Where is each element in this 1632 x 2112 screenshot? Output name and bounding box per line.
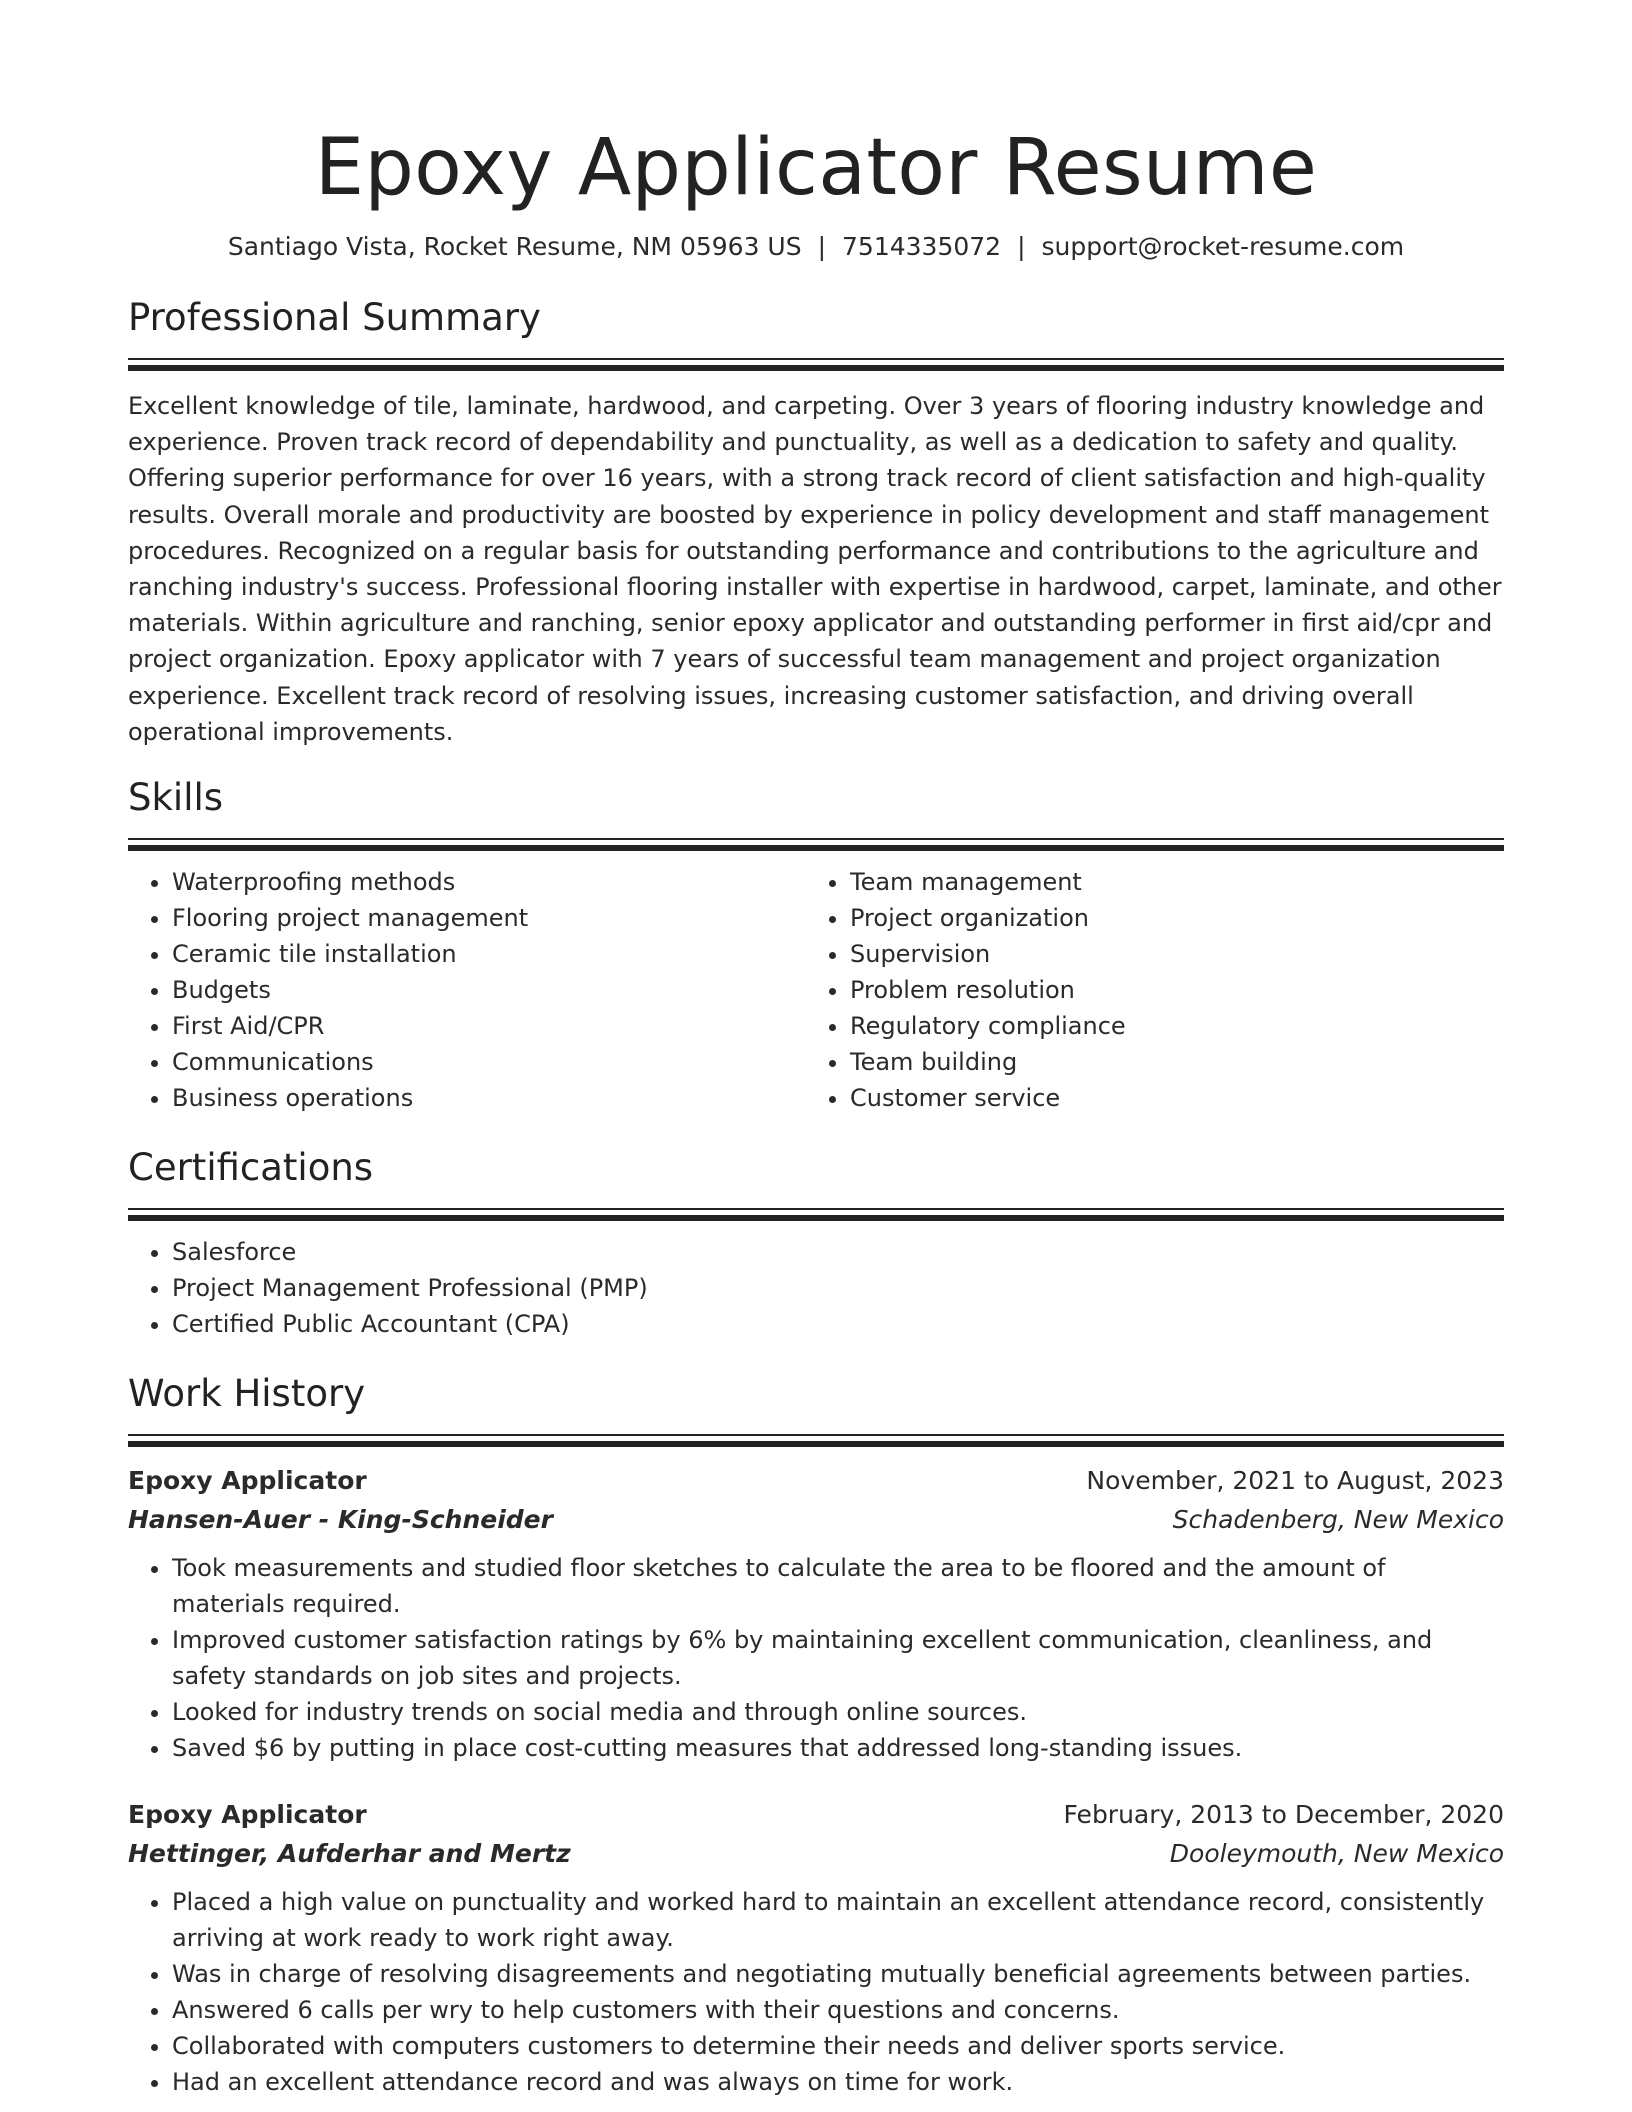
job-title: Epoxy Applicator xyxy=(128,1800,367,1830)
job-bullet: • Was in charge of resolving disagreements and negotiating mutually beneficial agreements between parties. xyxy=(172,1956,1504,1992)
section-divider xyxy=(128,1208,1504,1220)
skill-item: • Problem resolution xyxy=(850,972,1484,1008)
skill-item: • Communications xyxy=(172,1044,806,1080)
resume-page xyxy=(128,0,1504,2100)
contact-phone: 7514335072 xyxy=(842,232,1002,261)
job-location: Dooleymouth, New Mexico xyxy=(1169,1839,1504,1869)
skill-item: • First Aid/CPR xyxy=(172,1008,806,1044)
resume-title: Epoxy Applicator Resume xyxy=(314,123,1318,213)
job-entry xyxy=(128,1462,1504,1766)
certifications-heading: Certifications xyxy=(128,1146,374,1190)
skills-column-left xyxy=(128,864,806,1116)
skill-item: • Flooring project management xyxy=(172,900,806,936)
skills-column-right xyxy=(806,864,1484,1116)
skill-item: • Regulatory compliance xyxy=(850,1008,1484,1044)
job-dates: February, 2013 to December, 2020 xyxy=(1063,1800,1504,1830)
job-bullet: • Improved customer satisfaction ratings by 6% by maintaining excellent communication, cleanliness, and safety standards on job sites and projects. xyxy=(172,1622,1504,1694)
section-divider xyxy=(128,838,1504,850)
job-title: Epoxy Applicator xyxy=(128,1466,367,1496)
contact-separator: | xyxy=(817,232,827,261)
job-bullet: • Answered 6 calls per wry to help customers with their questions and concerns. xyxy=(172,1992,1504,2028)
job-bullet: • Saved $6 by putting in place cost-cutting measures that addressed long-standing issues. xyxy=(172,1730,1504,1766)
skills-section xyxy=(128,774,1504,1116)
summary-heading: Professional Summary xyxy=(128,296,541,339)
section-divider xyxy=(128,358,1504,370)
contact-address: Santiago Vista, Rocket Resume, NM 05963 US xyxy=(227,232,802,261)
job-bullet: • Collaborated with computers customers to determine their needs and deliver sports service. xyxy=(172,2028,1504,2064)
skill-item: • Business operations xyxy=(172,1080,806,1116)
certification-item: • Certified Public Accountant (CPA) xyxy=(172,1306,1504,1342)
summary-text: Excellent knowledge of tile, laminate, hardwood, and carpeting. Over 3 years of flooring industry knowledge and experience. Proven track record of dependability and punctuality, as well as a dedication to safety and quality. Offering superior performance for over 16 years, with a strong track record of client satisfaction and high-quality results. Overall morale and productivity are boosted by experience in policy development and staff management procedures. Recognized on a regular basis for outstanding performance and contributions to the agriculture and ranching industry's success. Professional flooring installer with expertise in hardwood, carpet, laminate, and other materials. Within agriculture and ranching, senior epoxy applicator and outstanding performer in first aid/cpr and project organization. Epoxy applicator with 7 years of successful team management and project organization experience. Excellent track record of resolving issues, increasing customer satisfaction, and driving overall operational improvements. xyxy=(128,392,1502,746)
certification-item: • Project Management Professional (PMP) xyxy=(172,1270,1504,1306)
skill-item: • Team management xyxy=(850,864,1484,900)
job-location: Schadenberg, New Mexico xyxy=(1172,1505,1504,1535)
contact-email: support@rocket-resume.com xyxy=(1041,232,1405,261)
skills-heading: Skills xyxy=(128,776,224,820)
job-bullet: • Took measurements and studied floor sketches to calculate the area to be floored and the amount of materials required. xyxy=(172,1550,1504,1622)
skill-item: • Ceramic tile installation xyxy=(172,936,806,972)
job-bullets xyxy=(128,1550,1504,1766)
job-company: Hettinger, Aufderhar and Mertz xyxy=(128,1839,571,1869)
job-bullet: • Had an excellent attendance record and was always on time for work. xyxy=(172,2064,1504,2100)
certification-item: • Salesforce xyxy=(172,1234,1504,1270)
work-history-section xyxy=(128,1370,1504,2100)
work-history-heading: Work History xyxy=(128,1372,366,1416)
certifications-list xyxy=(128,1234,1504,1342)
skill-item: • Team building xyxy=(850,1044,1484,1080)
job-bullets xyxy=(128,1884,1504,2100)
skill-item: • Budgets xyxy=(172,972,806,1008)
skills-columns xyxy=(128,864,1504,1116)
job-entry xyxy=(128,1796,1504,2100)
skill-item: • Supervision xyxy=(850,936,1484,972)
skill-item: • Waterproofing methods xyxy=(172,864,806,900)
job-company: Hansen-Auer - King-Schneider xyxy=(128,1505,553,1535)
skill-item: • Project organization xyxy=(850,900,1484,936)
section-divider xyxy=(128,1434,1504,1446)
job-bullet: • Looked for industry trends on social media and through online sources. xyxy=(172,1694,1504,1730)
job-bullet: • Placed a high value on punctuality and worked hard to maintain an excellent attendance record, consistently arriving at work ready to work right away. xyxy=(172,1884,1504,1956)
contact-separator: | xyxy=(1017,232,1026,261)
job-dates: November, 2021 to August, 2023 xyxy=(1086,1466,1504,1496)
summary-section xyxy=(128,294,1504,750)
skill-item: • Customer service xyxy=(850,1080,1484,1116)
contact-line xyxy=(128,230,1504,264)
certifications-section xyxy=(128,1144,1504,1342)
